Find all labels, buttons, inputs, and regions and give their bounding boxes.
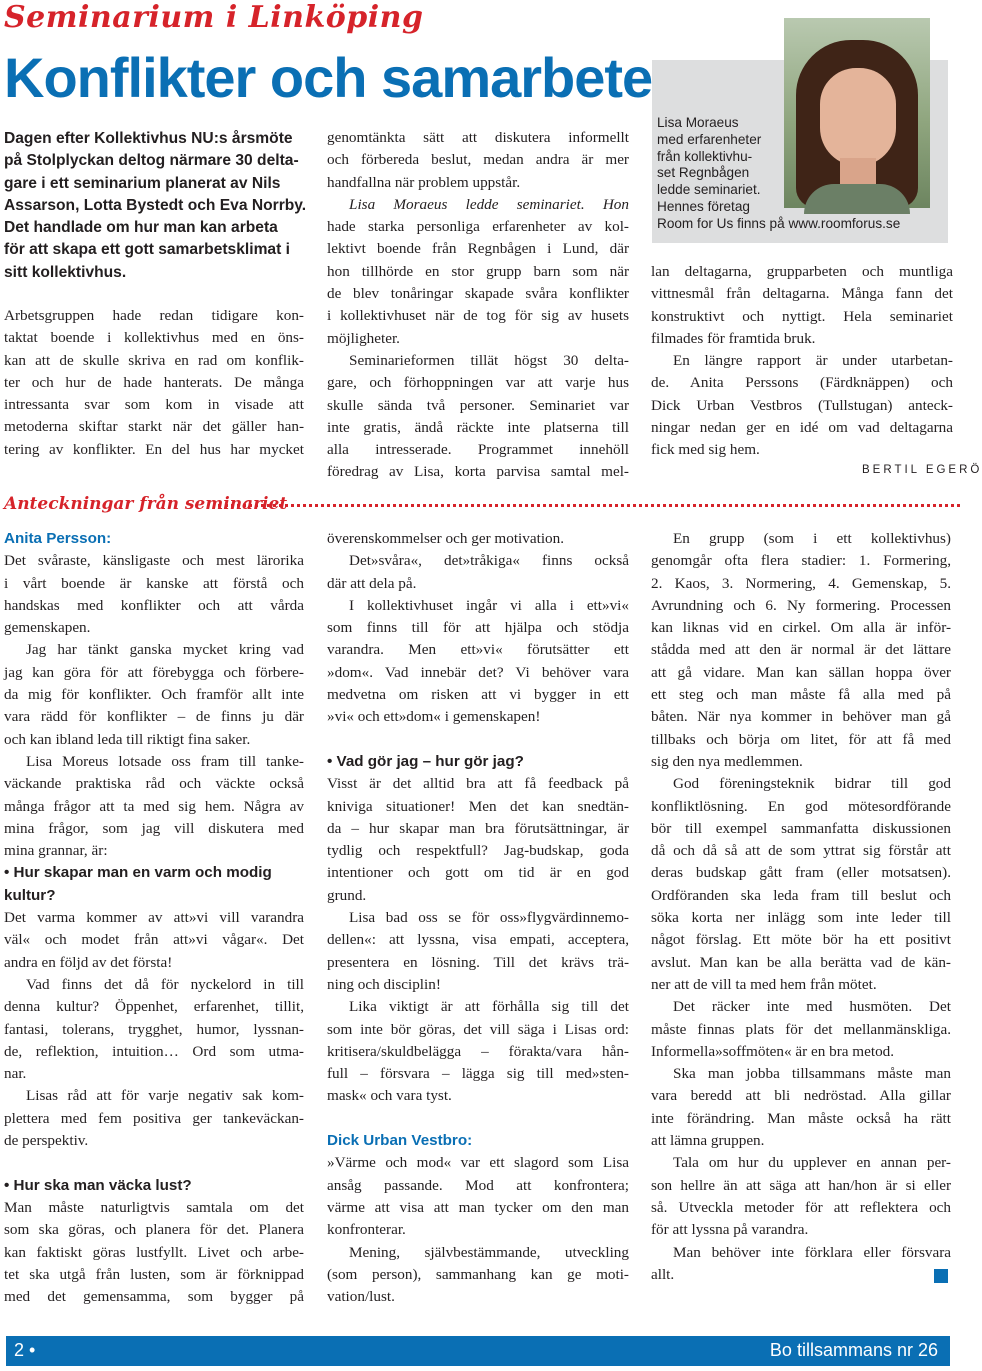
ingress-line: gare i ett seminarium planerat av Nils [4, 174, 281, 192]
body-line: tydlig och respektfull? Jag-budskap, goda [327, 842, 629, 860]
caption-line: ledde seminariet. [657, 182, 761, 198]
body-line: vation/lust. [327, 1288, 395, 1306]
paragraph-gap [327, 729, 629, 751]
body-line: Jag har tänkt ganska mycket kring vad [26, 641, 304, 659]
body-line: »dom«. Vad innebär det? Vi behöver vara [327, 663, 629, 681]
body-line: Det»svåra«, det»tråkiga« finns också [349, 552, 629, 570]
body-line: hon tillhörde en stor grupp barn som när [327, 262, 629, 280]
body-line: dellen«: att lyssna, visa empati, acceptera, [327, 931, 629, 949]
caption-line: med erfarenheter [657, 131, 762, 147]
photo-caption [657, 115, 947, 233]
body-line: Det svåraste, känsligaste och mest lärorika [4, 552, 304, 570]
body-line: kan faktiskt göras lustfyllt. Livet och arbe- [4, 1243, 304, 1261]
body-line: fantasi, tolerans, trygghet, humor, lyssnan- [4, 1020, 304, 1038]
caption-line: Hennes företag [657, 198, 750, 214]
ingress-line: Dagen efter Kollektivhus NU:s årsmöte [4, 130, 293, 147]
body-line: avslut. Man kan be alla berätta vad de kän- [651, 953, 951, 971]
body-line: Lisa bad oss se för oss»flygvärdinnemo- [349, 909, 629, 927]
body-line: de, reflektion, intuition… Ord som utma- [4, 1042, 304, 1060]
body-line: Lisa Moraeus ledde seminariet. Hon [349, 195, 629, 213]
body-line: God föreningsteknik bidrar till god [673, 775, 951, 793]
body-line: gemenskapen. [4, 619, 91, 637]
body-line: Tala om hur du upplever en annan per- [673, 1154, 951, 1172]
body-line: Arbetsgruppen hade redan tidigare kon- [4, 307, 304, 324]
body-line: Lika viktigt är att förhålla sig till det [349, 998, 629, 1016]
body-line: medvetna om risken att vi bygger in ett [327, 686, 629, 704]
body-line: som finns till för att hjälpa och stödja [327, 619, 629, 637]
body-line: En längre rapport är under utarbetan- [673, 352, 953, 370]
body-line: de perspektiv. [4, 1132, 89, 1150]
body-line: Seminarieformen tillät högst 30 delta- [349, 351, 629, 369]
contributor-name: Anita Persson: [4, 530, 112, 547]
body-line: Det varma kommer av att»vi vill varandra [4, 909, 304, 927]
body-line: 2. Kaos, 3. Normering, 4. Gemenskap, 5. [651, 574, 951, 592]
body-line: allt. [651, 1265, 675, 1283]
body-line: där att dela på. [327, 574, 417, 592]
intro-column-3 [651, 261, 953, 462]
body-line: da mig för konflikter. Och framför allt inte [4, 686, 304, 704]
body-line: tillbaks och börja om litet, för att få med [651, 730, 951, 748]
body-line: bör till exempel sammanfatta diskussionen [651, 819, 951, 837]
body-line: grund. [327, 886, 367, 904]
body-line: överenskommelser och ger motivation. [327, 530, 565, 547]
body-line: Lisa Moreus lotsade oss fram till tanke- [26, 752, 304, 770]
body-line: och kan ibland leda till riktigt fina saker. [4, 730, 251, 748]
question-heading: • Hur ska man väcka lust? [4, 1176, 192, 1194]
caption-line: Lisa Moraeus [657, 115, 739, 130]
page-number: 2 • [14, 1340, 36, 1360]
body-line: de. Anita Perssons (Färdknäppen) och [651, 374, 953, 392]
page-footer [6, 1336, 950, 1366]
caption-line: set Regnbågen [657, 165, 750, 181]
body-line: presentera en lösning. Till det krävs trä- [327, 953, 629, 971]
body-line: metoderna skiftar starkt när det gäller han- [4, 418, 304, 436]
body-line: ning och disciplin! [327, 975, 441, 993]
ingress-line: Det handlade om hur man kan arbeta [4, 219, 278, 237]
end-mark-square [934, 1269, 948, 1283]
body-line: väckande praktiska råd och väckte också [4, 775, 304, 793]
body-line: Lisas råd att för varje negativ sak kom- [26, 1087, 304, 1105]
paragraph-gap [327, 1108, 629, 1130]
body-line: ter och hur de hade hanterats. De många [4, 373, 304, 391]
body-line: intentioner och gott om tid är en god [327, 864, 629, 882]
body-line: handskas med konflikter och att vårda [4, 596, 304, 614]
body-line: Avrundning och 6. Ny formering. Processen [651, 596, 951, 614]
ingress-line: Assarson, Lotta Bystedt och Eva Norrby. [4, 196, 307, 214]
body-line: Dick Urban Vestbros (Tullstugan) anteck- [651, 396, 953, 414]
body-line: att gå vidare. Man kan sällan hoppa över [651, 663, 951, 681]
body-line: vara beredd att bli nedröstad. Alla gillar [651, 1087, 951, 1105]
body-line: möjligheter. [327, 329, 400, 347]
ingress-line: för att skapa ett gott samarbetsklimat i [4, 241, 290, 259]
body-line: intressanta svar som kom in visade att [4, 396, 304, 414]
body-line: som ska göras, och planera för det. Planera [4, 1221, 304, 1239]
notes-column-2 [327, 528, 629, 1308]
intro-column-1 [4, 305, 304, 461]
body-line: väl« och modet från att»vi vågar«. Det [4, 931, 304, 949]
body-line: skulle sända två personer. Seminariet var [327, 396, 629, 414]
body-line: tering av konflikter. En del hus har mycket [4, 440, 304, 458]
body-line: kniviga situationer! Men det kan snedtän- [327, 797, 629, 815]
body-line: full – försvara – lägga sig till med»sten- [327, 1065, 629, 1083]
body-line: konfronterar. [327, 1221, 406, 1239]
section-kicker: Seminarium i Linköping [4, 0, 424, 35]
body-line: genomtänkta sätt att diskutera informellt [327, 129, 629, 146]
magazine-issue: Bo tillsammans nr 26 [769, 1340, 938, 1360]
headline: Konflikter och samarbete [4, 46, 653, 109]
question-heading: kultur? [4, 886, 56, 904]
body-line: ner att de vill ta med hem från mötet. [651, 975, 877, 993]
body-line: söka korta ner inlägg som inte leder till [651, 909, 951, 927]
body-line: något förslag. Ett möte bör ha ett positivt [651, 931, 951, 949]
body-line: sig den nya medlemmen. [651, 752, 803, 770]
body-line: varandra. Men ett»vi« förutsätter ett [327, 641, 629, 659]
caption-line: från kollektivhu- [657, 148, 753, 164]
body-line: hade starka personliga erfarenheter av kol- [327, 218, 629, 236]
body-line: ett steg och man måste få alla med på [651, 686, 951, 704]
ingress-line: på Stolplyckan deltog närmare 30 delta- [4, 152, 299, 170]
body-line: som inte bör göras, det vill säga i Lisas ord: [327, 1020, 629, 1038]
body-line: båten. När nya kommer in behöver man gå [651, 708, 951, 726]
body-line: ningar nedan ger en idé om vad deltagarna [651, 419, 953, 437]
author-byline: BERTIL EGERÖ [862, 464, 982, 476]
body-line: taktat boende i kollektivhus med en öns- [4, 329, 304, 347]
body-line: mina grannar, är: [4, 842, 108, 860]
body-line: deras budskap gått fram (eller motsatsen). [651, 864, 951, 882]
intro-column-2 [327, 127, 629, 484]
body-line: filmades för framtida bruk. [651, 329, 816, 347]
body-line: Visst är det alltid bra att få feedback på [327, 775, 629, 793]
body-line: konfliktlösning. En god mötesordförande [651, 797, 951, 815]
body-line: jag kan göra för att förebygga och förbere- [4, 663, 304, 681]
body-line: lektivt boende från Regnbågen i Lund, där [327, 240, 629, 258]
body-line: genomgår ofta flera stadier: 1. Formering, [651, 552, 951, 570]
body-line: (som person), sammanhang kan ge moti- [327, 1265, 629, 1283]
body-line: Ska man jobba tillsammans måste man [673, 1065, 951, 1083]
body-line: Informella»soffmöten« är en bra metod. [651, 1042, 895, 1060]
body-line: Mening, självbestämmande, utveckling [349, 1243, 629, 1261]
body-line: »Värme och mod« var ett slagord som Lisa [327, 1154, 629, 1172]
body-line: så. Utveckla metoder för att reflektera och [651, 1198, 951, 1216]
caption-line: Room for Us finns på www.roomforus.se [657, 215, 901, 231]
body-line: värme att visa att man tycker om den man [327, 1198, 629, 1216]
body-line: »vi« och ett»dom« i gemenskapen! [327, 708, 541, 726]
body-line: vara rädd för konflikter – de finns ju där [4, 708, 304, 726]
notes-column-1 [4, 528, 304, 1308]
body-line: andra en följd av det första! [4, 953, 173, 971]
body-line: många frågor att ta med sig hem. Några av [4, 797, 304, 815]
body-line: kan att de skulle skriva en rad om konflik- [4, 351, 304, 369]
body-line: En grupp (som i ett kollektivhus) [673, 530, 951, 547]
body-line: kritisera/skuldbelägga – förakta/vara hån- [327, 1042, 629, 1060]
body-line: fick med sig hem. [651, 441, 760, 459]
body-line: Man måste naturligtvis samtala om det [4, 1198, 304, 1216]
body-line: i vårt boende är kanske att förstå och [4, 574, 304, 592]
body-line: inte gratis, ändå räckte inte platserna till [327, 418, 629, 436]
body-line: med det gemensamma, som bygger på [4, 1288, 304, 1306]
body-line: och förbereda beslut, medan andra är mer [327, 151, 629, 169]
body-line: ansåg passande. Mod att konfrontera; [327, 1176, 629, 1194]
body-line: Man behöver inte förklara eller försvara [673, 1243, 951, 1261]
body-line: alla intresserade. Programmet innehöll [327, 441, 629, 459]
notes-column-3 [651, 528, 951, 1286]
body-line: tet ska utgå från lusten, som är förknippad [4, 1265, 304, 1283]
question-heading: • Vad gör jag – hur gör jag? [327, 752, 524, 770]
body-line: stådda med att den är normal är det lättare [651, 641, 951, 659]
body-line: att lämna gruppen. [651, 1132, 765, 1150]
body-line: da – hur skapar man bra förutsättningar, är [327, 819, 629, 837]
body-line: mina frågor, som jag vill diskutera med [4, 819, 304, 837]
body-line: denna kultur? Öppenhet, erfarenhet, tillit, [4, 998, 304, 1016]
dotted-rule [218, 504, 960, 507]
notes-heading: Anteckningar från seminariet [4, 494, 288, 514]
body-line: vittnesmål från deltagarna. Många fann det [651, 285, 953, 303]
body-line: handfallna när problem uppstår. [327, 173, 521, 191]
body-line: Vad finns det då för nyckelord in till [26, 975, 304, 993]
body-line: måste finnas plats för det mellanmänskliga. [651, 1020, 951, 1038]
body-line: plettera med fem positiva ger tankeväckan- [4, 1109, 304, 1127]
ingress-line: sitt kollektivhus. [4, 263, 127, 281]
body-line: i kollektivhuset när de tog för sig av husets [327, 307, 629, 325]
body-line: son hellre än att säga att han/hon är si eller [651, 1176, 951, 1194]
paragraph-gap [4, 1152, 304, 1174]
body-line: de blev tonåringar skapade svåra konflikter [327, 285, 629, 303]
body-line: nar. [4, 1065, 27, 1083]
ingress [4, 128, 307, 284]
body-line: lan deltagarna, grupparbeten och muntliga [651, 263, 953, 280]
body-line: konstruktivt och nyttigt. Hela seminariet [651, 307, 953, 325]
body-line: för att lyssna på varandra. [651, 1221, 809, 1239]
question-heading: • Hur skapar man en varm och modig [4, 864, 272, 882]
body-line: I kollektivhuset ingår vi alla i ett»vi« [349, 596, 629, 614]
body-line: då och då så att de som yttrat sig förstår att [651, 842, 951, 860]
body-line: gare, och förhoppningen var att varje hus [327, 374, 629, 392]
body-line: kan liknas vid en cirkel. Om alla är inför- [651, 619, 951, 637]
body-line: inte förändring. Man måste också ha rätt [651, 1109, 951, 1127]
contributor-name: Dick Urban Vestbro: [327, 1132, 473, 1150]
body-line: föredrag av Lisa, korta parvisa samtal mel- [327, 463, 629, 481]
body-line: mask« och vara tyst. [327, 1087, 452, 1105]
body-line: Ordföranden ska leda fram till beslut och [651, 886, 951, 904]
body-line: Det räcker inte med husmöten. Det [673, 998, 951, 1016]
